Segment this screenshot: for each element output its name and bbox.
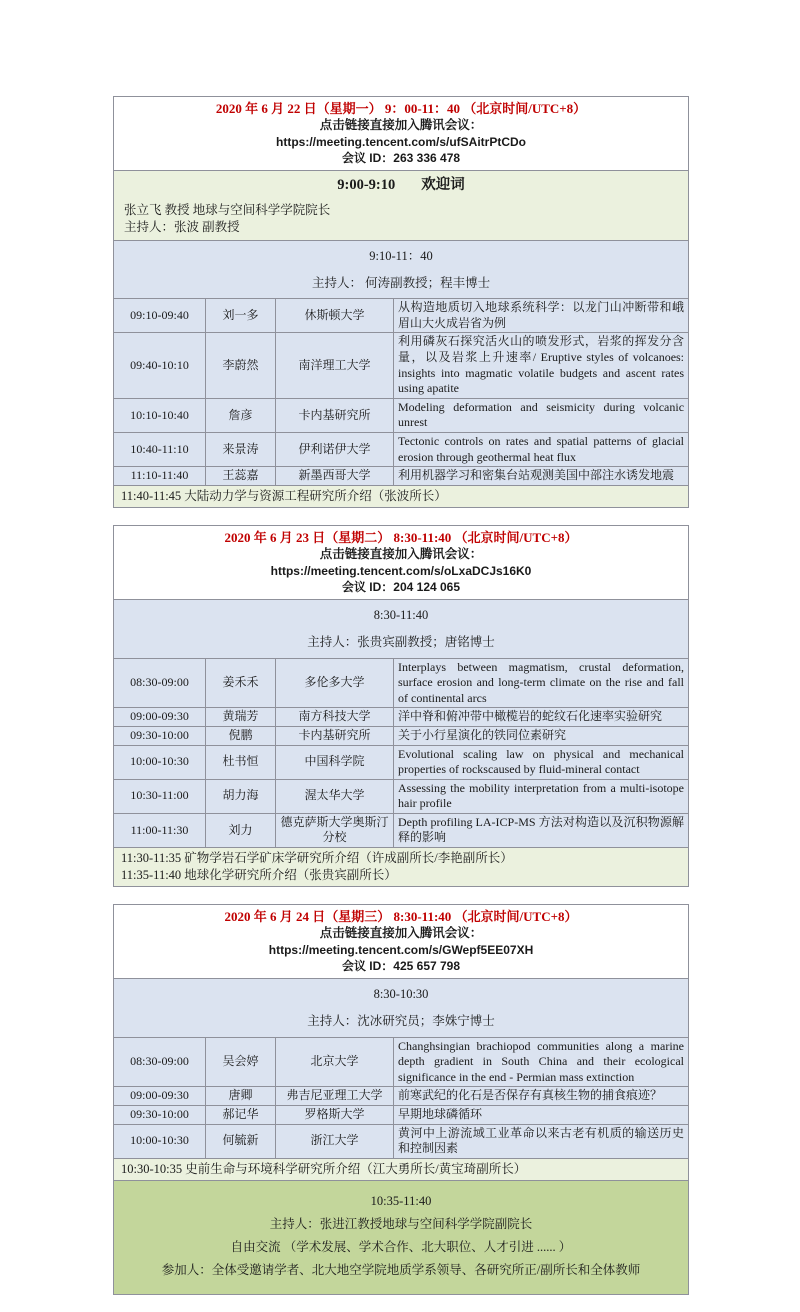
session-time: 8:30-10:30 bbox=[373, 987, 429, 1002]
speaker-affiliation: 卡内基研究所 bbox=[276, 398, 394, 432]
talk-title: Interplays between magmatism, crustal deformation, surface erosion and long-term climate on the rise and fall of continental arcs bbox=[394, 658, 689, 708]
closing-host: 主持人：张进江教授地球与空间科学学院副院长 bbox=[269, 1216, 533, 1231]
talk-title: Evolutional scaling law on physical and mechanical properties of rockscaused by fluid-mineral contact bbox=[394, 745, 689, 779]
speaker-affiliation: 多伦多大学 bbox=[276, 658, 394, 708]
session-time: 8:30-11:40 bbox=[373, 608, 429, 623]
talk-title: Depth profiling LA-ICP-MS 方法对构造以及沉积物源解释的影响 bbox=[394, 813, 689, 847]
welcome-cell bbox=[114, 171, 689, 240]
talk-title: 洋中脊和俯冲带中橄榄岩的蛇纹石化速率实验研究 bbox=[394, 708, 689, 727]
institute-intro-row bbox=[114, 485, 689, 507]
talk-title: 利用机器学习和密集台站观测美国中部注水诱发地震 bbox=[394, 467, 689, 486]
speaker-name: 刘一多 bbox=[206, 299, 276, 333]
meeting-link[interactable]: https://meeting.tencent.com/s/GWepf5EE07XH bbox=[268, 942, 534, 957]
session-hosts: 主持人：沈冰研究员；李姝宁博士 bbox=[307, 1014, 495, 1029]
talk-title: 早期地球磷循环 bbox=[394, 1106, 689, 1125]
speaker-name: 王蕊嘉 bbox=[206, 467, 276, 486]
talk-time: 10:40-11:10 bbox=[114, 432, 206, 466]
talk-row bbox=[114, 779, 689, 813]
institute-intro: 11:40-11:45 大陆动力学与资源工程研究所介绍（张波所长） bbox=[121, 488, 447, 503]
meeting-info-row bbox=[114, 525, 689, 599]
talk-row bbox=[114, 726, 689, 745]
talk-title: 利用磷灰石探究活火山的喷发形式，岩浆的挥发分含量，以及岩浆上升速率/ Eruptive styles of volcanoes: insights into magmatic volatile budgets and ascent rates using apatite bbox=[394, 333, 689, 398]
session-header-row bbox=[114, 979, 689, 1038]
meeting-info-row bbox=[114, 904, 689, 978]
talk-title: Changhsingian brachiopod communities along a marine depth gradient in South China and their ecological significance in the end - Permian mass extinction bbox=[394, 1037, 689, 1087]
speaker-name: 来景涛 bbox=[206, 432, 276, 466]
speaker-name: 李蔚然 bbox=[206, 333, 276, 398]
talk-title: Tectonic controls on rates and spatial patterns of glacial erosion through geothermal heat flux bbox=[394, 432, 689, 466]
talk-time: 11:10-11:40 bbox=[114, 467, 206, 486]
meeting-info-row bbox=[114, 97, 689, 171]
speaker-name: 何毓新 bbox=[206, 1124, 276, 1158]
speaker-name: 胡力海 bbox=[206, 779, 276, 813]
talk-row bbox=[114, 432, 689, 466]
speaker-affiliation: 罗格斯大学 bbox=[276, 1106, 394, 1125]
speaker-affiliation: 南方科技大学 bbox=[276, 708, 394, 727]
welcome-host: 主持人：张波 副教授 bbox=[124, 220, 240, 235]
date-header: 2020 年 6 月 22 日（星期一） 9：00-11：40 （北京时间/UTC+8） bbox=[215, 101, 587, 116]
speaker-name: 黄瑞芳 bbox=[206, 708, 276, 727]
talk-row bbox=[114, 813, 689, 847]
talk-time: 10:00-10:30 bbox=[114, 745, 206, 779]
session-header-cell bbox=[114, 600, 689, 659]
session-hosts: 主持人： 何涛副教授；程丰博士 bbox=[311, 275, 491, 290]
talk-title: 黄河中上游流域工业革命以来古老有机质的输送历史和控制因素 bbox=[394, 1124, 689, 1158]
talk-time: 09:30-10:00 bbox=[114, 1106, 206, 1125]
schedule-table-day1 bbox=[113, 96, 689, 508]
talk-row bbox=[114, 1087, 689, 1106]
talk-time: 09:00-09:30 bbox=[114, 708, 206, 727]
speaker-name: 吴会婷 bbox=[206, 1037, 276, 1087]
schedule-table-day2 bbox=[113, 525, 689, 887]
talk-time: 11:00-11:30 bbox=[114, 813, 206, 847]
speaker-affiliation: 中国科学院 bbox=[276, 745, 394, 779]
talk-row bbox=[114, 299, 689, 333]
speaker-name: 刘力 bbox=[206, 813, 276, 847]
speaker-name: 詹彦 bbox=[206, 398, 276, 432]
talk-time: 09:10-09:40 bbox=[114, 299, 206, 333]
meeting-info-cell bbox=[114, 97, 689, 171]
institute-intro-cell bbox=[114, 1158, 689, 1180]
institute-intro-cell bbox=[114, 485, 689, 507]
welcome-title bbox=[124, 174, 678, 201]
closing-participants: 参加人：全体受邀请学者、北大地空学院地质学系领导、各研究所正/副所长和全体教师 bbox=[161, 1263, 641, 1278]
meeting-link[interactable]: https://meeting.tencent.com/s/oLxaDCJs16K0 bbox=[270, 563, 532, 578]
speaker-affiliation: 渥太华大学 bbox=[276, 779, 394, 813]
speaker-affiliation: 浙江大学 bbox=[276, 1124, 394, 1158]
talk-row bbox=[114, 708, 689, 727]
speaker-name: 唐卿 bbox=[206, 1087, 276, 1106]
session-time: 9:10-11：40 bbox=[369, 248, 433, 263]
meeting-id: 会议 ID：204 124 065 bbox=[341, 579, 461, 594]
closing-free-talk: 自由交流 （学术发展、学术合作、北大职位、人才引进 ...... ） bbox=[230, 1240, 572, 1255]
session-header-row bbox=[114, 600, 689, 659]
welcome-time: 9:00-9:10 bbox=[337, 177, 396, 194]
speaker-affiliation: 休斯顿大学 bbox=[276, 299, 394, 333]
welcome-row bbox=[114, 171, 689, 240]
talk-time: 09:40-10:10 bbox=[114, 333, 206, 398]
talk-title: Modeling deformation and seismicity during volcanic unrest bbox=[394, 398, 689, 432]
schedule-table-day3 bbox=[113, 904, 689, 1295]
speaker-affiliation: 南洋理工大学 bbox=[276, 333, 394, 398]
talk-time: 08:30-09:00 bbox=[114, 1037, 206, 1087]
speaker-name: 郝记华 bbox=[206, 1106, 276, 1125]
speaker-name: 杜书恒 bbox=[206, 745, 276, 779]
date-header: 2020 年 6 月 24 日（星期三） 8:30-11:40 （北京时间/UTC+8） bbox=[224, 908, 578, 924]
meeting-id: 会议 ID：425 657 798 bbox=[341, 959, 461, 974]
speaker-affiliation: 弗吉尼亚理工大学 bbox=[276, 1087, 394, 1106]
talk-title: 从构造地质切入地球系统科学：以龙门山冲断带和峨眉山大火成岩省为例 bbox=[394, 299, 689, 333]
talk-time: 10:00-10:30 bbox=[114, 1124, 206, 1158]
institute-intro: 10:30-10:35 史前生命与环境科学研究所介绍（江大勇所长/黄宝琦副所长） bbox=[121, 1161, 527, 1176]
session-header-cell bbox=[114, 240, 689, 299]
speaker-name: 倪鹏 bbox=[206, 726, 276, 745]
session-header-cell bbox=[114, 979, 689, 1038]
join-instruction: 点击链接直接加入腾讯会议： bbox=[319, 546, 483, 561]
speaker-affiliation: 德克萨斯大学奥斯汀分校 bbox=[276, 813, 394, 847]
talk-row bbox=[114, 1106, 689, 1125]
talk-row bbox=[114, 1037, 689, 1087]
talk-time: 09:00-09:30 bbox=[114, 1087, 206, 1106]
talk-time: 09:30-10:00 bbox=[114, 726, 206, 745]
talk-title: 关于小行星演化的铁同位素研究 bbox=[394, 726, 689, 745]
speaker-affiliation: 北京大学 bbox=[276, 1037, 394, 1087]
closing-time: 10:35-11:40 bbox=[370, 1193, 432, 1208]
closing-session-row bbox=[114, 1180, 689, 1294]
meeting-link[interactable]: https://meeting.tencent.com/s/ufSAitrPtCDo bbox=[276, 135, 527, 150]
talk-row bbox=[114, 658, 689, 708]
closing-session-cell bbox=[114, 1180, 689, 1294]
institute-intro-cell bbox=[114, 848, 689, 887]
talk-row bbox=[114, 1124, 689, 1158]
speaker-affiliation: 伊利诺伊大学 bbox=[276, 432, 394, 466]
meeting-info-cell bbox=[114, 904, 689, 978]
speaker-name: 姜禾禾 bbox=[206, 658, 276, 708]
join-instruction: 点击链接直接加入腾讯会议： bbox=[319, 926, 483, 941]
meeting-id: 会议 ID：263 336 478 bbox=[341, 151, 461, 166]
talk-title: Assessing the mobility interpretation from a multi-isotope hair profile bbox=[394, 779, 689, 813]
talk-row bbox=[114, 745, 689, 779]
institute-intro: 11:35-11:40 地球化学研究所介绍（张贵宾副所长） bbox=[121, 867, 397, 882]
talk-row bbox=[114, 333, 689, 398]
talk-row bbox=[114, 398, 689, 432]
join-instruction: 点击链接直接加入腾讯会议： bbox=[319, 118, 483, 133]
talk-time: 08:30-09:00 bbox=[114, 658, 206, 708]
welcome-speaker: 张立飞 教授 地球与空间科学学院院长 bbox=[124, 203, 331, 218]
talk-time: 10:30-11:00 bbox=[114, 779, 206, 813]
schedule-document bbox=[113, 96, 688, 1312]
institute-intro-row bbox=[114, 848, 689, 887]
speaker-affiliation: 新墨西哥大学 bbox=[276, 467, 394, 486]
talk-time: 10:10-10:40 bbox=[114, 398, 206, 432]
institute-intro: 11:30-11:35 矿物学岩石学矿床学研究所介绍（许成副所长/李艳副所长） bbox=[121, 851, 513, 866]
session-hosts: 主持人：张贵宾副教授；唐铭博士 bbox=[307, 635, 495, 650]
speaker-affiliation: 卡内基研究所 bbox=[276, 726, 394, 745]
talk-title: 前寒武纪的化石是否保存有真核生物的捕食痕迹？ bbox=[394, 1087, 689, 1106]
meeting-info-cell bbox=[114, 525, 689, 599]
talk-row bbox=[114, 467, 689, 486]
institute-intro-row bbox=[114, 1158, 689, 1180]
welcome-label: 欢迎词 bbox=[421, 177, 465, 194]
date-header: 2020 年 6 月 23 日（星期二） 8:30-11:40 （北京时间/UTC+8） bbox=[224, 529, 578, 545]
session-header-row bbox=[114, 240, 689, 299]
